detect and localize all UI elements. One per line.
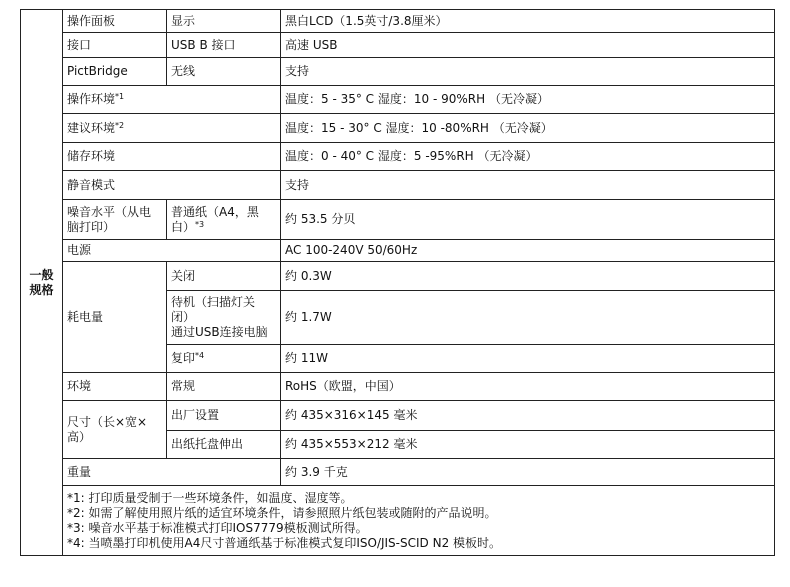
table-row <box>21 240 775 262</box>
row-value: 约 435×316×145 毫米 <box>281 401 775 431</box>
footnotes <box>63 486 775 556</box>
row-sublabel <box>167 200 281 240</box>
row-sublabel: 出纸托盘伸出 <box>167 431 281 459</box>
row-sublabel: 显示 <box>167 10 281 33</box>
row-sublabel-text: 待机（扫描灯关闭） <box>171 295 256 324</box>
row-value: 黑白LCD（1.5英寸/3.8厘米） <box>281 10 775 33</box>
table-row <box>21 114 775 143</box>
footnote: *2: 如需了解使用照片纸的适宜环境条件，请参照照片纸包装或随附的产品说明。 <box>67 505 497 520</box>
row-value: 约 1.7W <box>281 291 775 345</box>
table-row <box>21 86 775 114</box>
row-sublabel: 常规 <box>167 373 281 401</box>
row-sublabel: USB B 接口 <box>167 33 281 58</box>
row-label: 噪音水平（从电脑打印） <box>63 200 167 240</box>
row-label: 重量 <box>63 459 281 486</box>
row-sublabel: 关闭 <box>167 262 281 291</box>
table-row <box>21 262 775 291</box>
table-row <box>21 459 775 486</box>
row-value: 约 3.9 千克 <box>281 459 775 486</box>
spec-table <box>20 9 775 556</box>
row-label-text: 操作环境 <box>67 92 116 106</box>
row-sublabel-text: 通过USB连接电脑 <box>171 325 268 339</box>
table-row <box>21 200 775 240</box>
row-value: AC 100-240V 50/60Hz <box>281 240 775 262</box>
row-value: 支持 <box>281 171 775 200</box>
category-label: 一般规格 <box>29 267 54 297</box>
row-label: 耗电量 <box>63 262 167 373</box>
row-label: PictBridge <box>63 58 167 86</box>
row-label-text: 建议环境 <box>67 120 116 135</box>
row-label <box>63 114 281 143</box>
row-value: 高速 USB <box>281 33 775 58</box>
row-value: 约 11W <box>281 345 775 373</box>
row-label <box>63 86 281 114</box>
footnote-ref: *4 <box>195 351 205 360</box>
row-value: 温度：0 - 40° C 湿度：5 -95%RH （无冷凝） <box>281 143 775 171</box>
row-label: 尺寸（长×宽×高） <box>63 401 167 459</box>
footnote-ref: *3 <box>195 219 205 229</box>
row-value: RoHS（欧盟，中国） <box>281 373 775 401</box>
table-row <box>21 143 775 171</box>
footnote: *1: 打印质量受制于一些环境条件，如温度、湿度等。 <box>67 490 353 505</box>
table-row <box>21 58 775 86</box>
table-row <box>21 171 775 200</box>
row-sublabel: 无线 <box>167 58 281 86</box>
footnote: *4: 当喷墨打印机使用A4尺寸普通纸基于标准模式复印ISO/JIS-SCID N2 模板时。 <box>67 535 502 550</box>
row-label: 静音模式 <box>63 171 281 200</box>
row-value: 约 53.5 分贝 <box>281 200 775 240</box>
footnote-ref: *1 <box>115 92 125 101</box>
row-label: 电源 <box>63 240 281 262</box>
row-label: 操作面板 <box>63 10 167 33</box>
row-value: 约 0.3W <box>281 262 775 291</box>
row-value: 支持 <box>281 58 775 86</box>
footnote: *3: 噪音水平基于标准模式打印IOS7779模板测试所得。 <box>67 520 368 535</box>
table-row <box>21 10 775 33</box>
row-label: 接口 <box>63 33 167 58</box>
table-row <box>21 33 775 58</box>
row-sublabel-text: 普通纸（A4，黑白） <box>171 204 259 234</box>
table-row <box>21 373 775 401</box>
row-label: 环境 <box>63 373 167 401</box>
row-value: 温度：5 - 35° C 湿度：10 - 90%RH （无冷凝） <box>281 86 775 114</box>
notes-row <box>21 486 775 556</box>
row-label: 储存环境 <box>63 143 281 171</box>
row-sublabel: 出厂设置 <box>167 401 281 431</box>
row-sublabel <box>167 291 281 345</box>
row-value: 约 435×553×212 毫米 <box>281 431 775 459</box>
row-sublabel <box>167 345 281 373</box>
table-row <box>21 401 775 431</box>
row-value: 温度：15 - 30° C 湿度：10 -80%RH （无冷凝） <box>281 114 775 143</box>
footnote-ref: *2 <box>115 120 125 130</box>
category-cell <box>21 10 63 556</box>
row-sublabel-text: 复印 <box>171 351 196 365</box>
